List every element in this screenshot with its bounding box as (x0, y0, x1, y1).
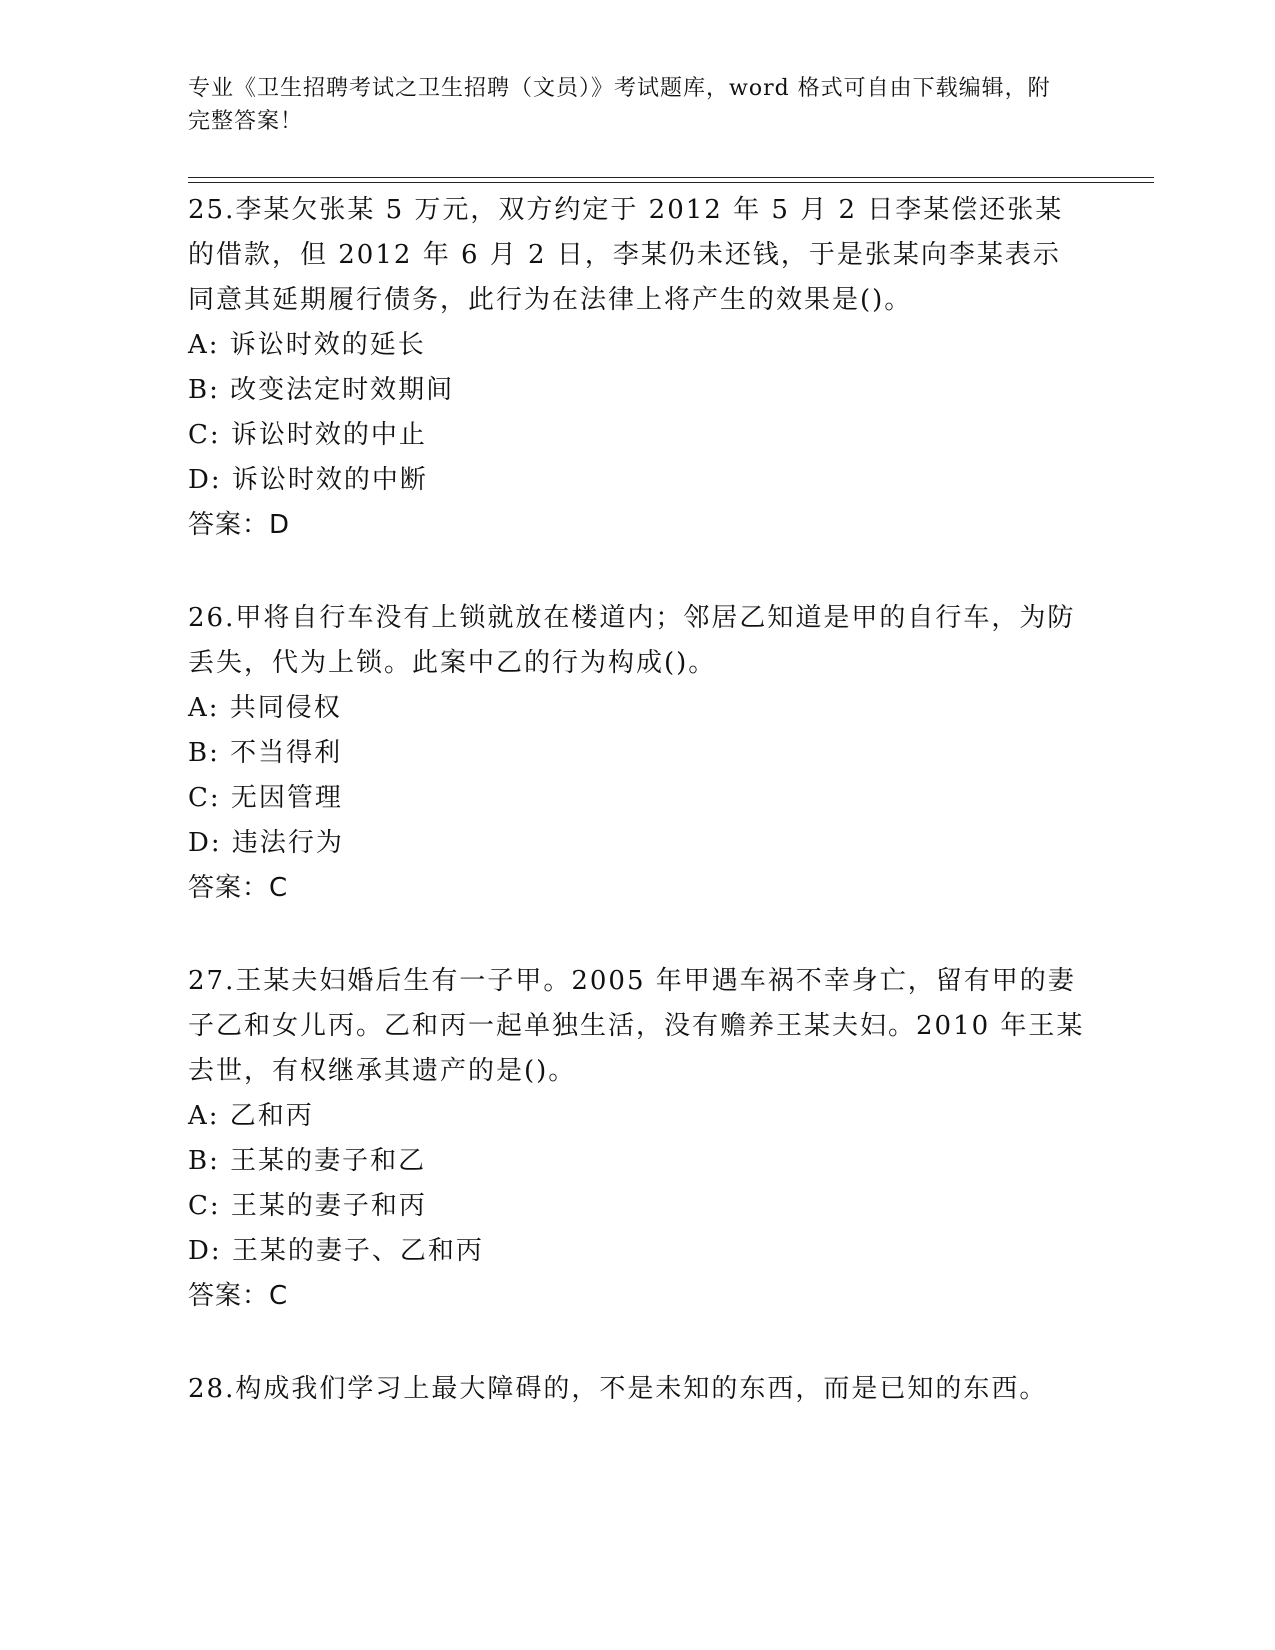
option-b: B: 不当得利 (188, 738, 343, 768)
question-27 (188, 959, 1088, 1319)
question-28 (188, 1367, 1088, 1412)
option-a: A: 乙和丙 (188, 1101, 314, 1131)
option-b: B: 王某的妻子和乙 (188, 1146, 427, 1176)
option-c: C: 王某的妻子和丙 (188, 1191, 427, 1221)
question-25 (188, 188, 1088, 548)
option-a: A: 诉讼时效的延长 (188, 330, 426, 360)
question-list (188, 188, 1088, 1460)
answer-label: 答案：C (188, 1281, 289, 1311)
option-d: D: 诉讼时效的中断 (188, 465, 428, 495)
question-text: 28.构成我们学习上最大障碍的，不是未知的东西，而是已知的东西。 (188, 1374, 1048, 1404)
question-text: 27.王某夫妇婚后生有一子甲。2005 年甲遇车祸不幸身亡，留有甲的妻子乙和女儿丙。乙和丙一起单独生活，没有赡养王某夫妇。2010 年王某去世，有权继承其遗产的是()。 (188, 966, 1085, 1086)
document-header: 专业《卫生招聘考试之卫生招聘（文员）》考试题库，word 格式可自由下载编辑，附完整答案！ (188, 76, 1051, 134)
question-26 (188, 596, 1088, 911)
option-b: B: 改变法定时效期间 (188, 375, 455, 405)
header-divider (188, 182, 1154, 183)
question-text: 25.李某欠张某 5 万元，双方约定于 2012 年 5 月 2 日李某偿还张某的借款，但 2012 年 6 月 2 日，李某仍未还钱，于是张某向李某表示同意其延期履行债务，此行为在法律上将产生的效果是()。 (188, 195, 1064, 315)
option-d: D: 违法行为 (188, 828, 344, 858)
header-divider (188, 177, 1154, 178)
option-c: C: 诉讼时效的中止 (188, 420, 427, 450)
option-d: D: 王某的妻子、乙和丙 (188, 1236, 484, 1266)
option-c: C: 无因管理 (188, 783, 343, 813)
question-text: 26.甲将自行车没有上锁就放在楼道内；邻居乙知道是甲的自行车，为防丢失，代为上锁。此案中乙的行为构成()。 (188, 603, 1076, 678)
answer-label: 答案：C (188, 873, 289, 903)
option-a: A: 共同侵权 (188, 693, 342, 723)
answer-label: 答案：D (188, 510, 291, 540)
